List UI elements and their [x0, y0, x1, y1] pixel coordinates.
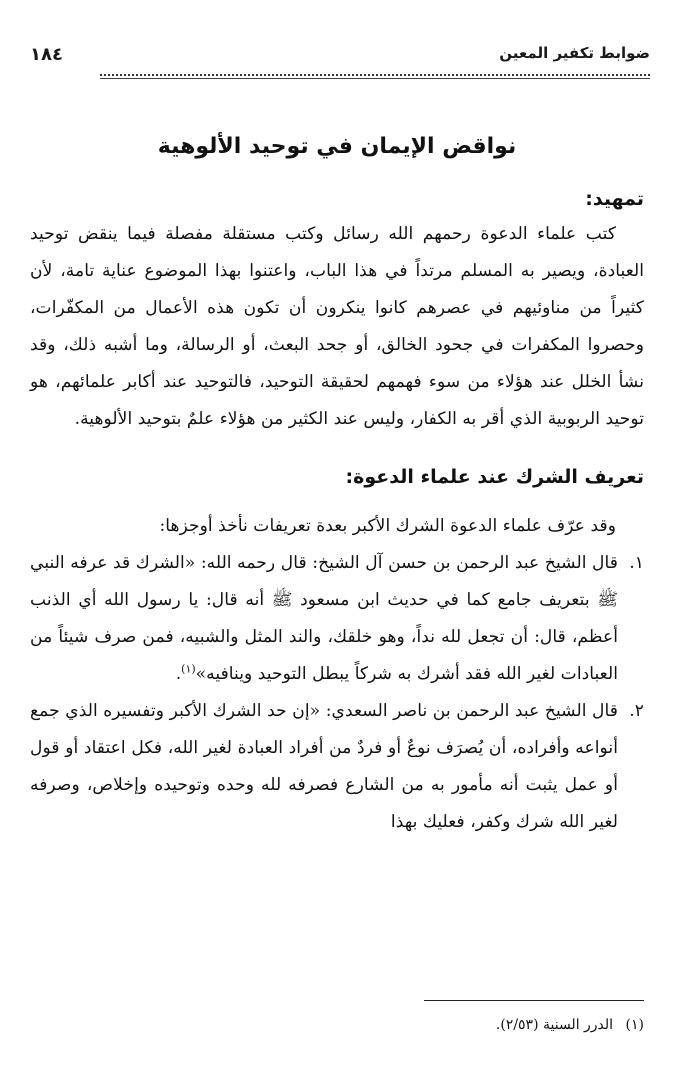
list-item-number: ١. [629, 553, 644, 573]
chapter-title: نواقض الإيمان في توحيد الألوهية [157, 134, 517, 159]
intro-heading: تمهيد: [585, 188, 644, 210]
list-item [30, 693, 644, 841]
footnote-separator [424, 1000, 644, 1001]
footnote-text: الدرر السنية (٢/٥٣). [495, 1017, 614, 1033]
footnote-ref[interactable]: (١) [181, 662, 196, 676]
running-header [30, 44, 650, 84]
book-title: ضوابط تكفير المعين [499, 44, 650, 62]
page-content [30, 130, 644, 841]
spacer [30, 438, 644, 460]
list-item-text: قال الشيخ عبد الرحمن بن ناصر السعدي: «إن حد الشرك الأكبر وتفسيره الذي جمع أنواعه وأفراده، أن يُصرَف نوعٌ أو فردٌ من أفراد العبادة لغير الله، فكل اعتقاد أو قول أو عمل يثبت أنه مأمور به من الشارع فصرفه لله وحده وتوحيده وإخلاص، وصرفه لغير الله شرك وكفر، فعليك بهذا [30, 701, 618, 832]
definition-heading: تعريف الشرك عند علماء الدعوة: [345, 466, 644, 488]
footnote [30, 1014, 644, 1036]
definition-lead: وقد عرّف علماء الدعوة الشرك الأكبر بعدة تعريفات نأخذ أوجزها: [159, 516, 616, 536]
intro-paragraph: كتب علماء الدعوة رحمهم الله رسائل وكتب مستقلة مفصلة فيما ينقض توحيد العبادة، ويصير به المسلم مرتداً في هذا الباب، واعتنوا بهذا الموضوع عناية تامة، لأن كثيراً من مناوئيهم في عصرهم كانوا ينكرون أن تكون هذه الأعمال من المكفّرات، وحصروا المكفرات في جحود الخالق، أو جحد البعث، أو الرسالة، وما أشبه ذلك، وقد نشأ الخلل عند هؤلاء من سوء فهمهم لحقيقة التوحيد، فالتوحيد عند أكابر علمائهم، هو توحيد الربوبية الذي أقر به الكفار، وليس عند الكثير من هؤلاء علمٌ بتوحيد الألوهية. [30, 224, 644, 429]
header-rule-dotted [100, 74, 650, 76]
footnote-number: (١) [625, 1017, 644, 1033]
header-rule-solid [100, 78, 650, 79]
list-item [30, 545, 644, 693]
spacer [30, 494, 644, 508]
list-item-body: قال الشيخ عبد الرحمن بن حسن آل الشيخ: قال رحمه الله: «الشرك قد عرفه النبي ﷺ بتعريف جامع كما في حديث ابن مسعود ﷺ أنه قال: يا رسول الله أي الذنب أعظم، قال: أن تجعل لله نداً، وهو خلقك، والند المثل والشبيه، فمن صرف شيئاً من العبادات لغير الله فقد أشرك به شركاً يبطل التوحيد وينافيه» [30, 553, 618, 684]
page-number: ١٨٤ [30, 44, 63, 65]
list-item-number: ٢. [629, 701, 644, 721]
list-item-text [30, 545, 618, 693]
list-item-punctuation: . [175, 664, 182, 684]
